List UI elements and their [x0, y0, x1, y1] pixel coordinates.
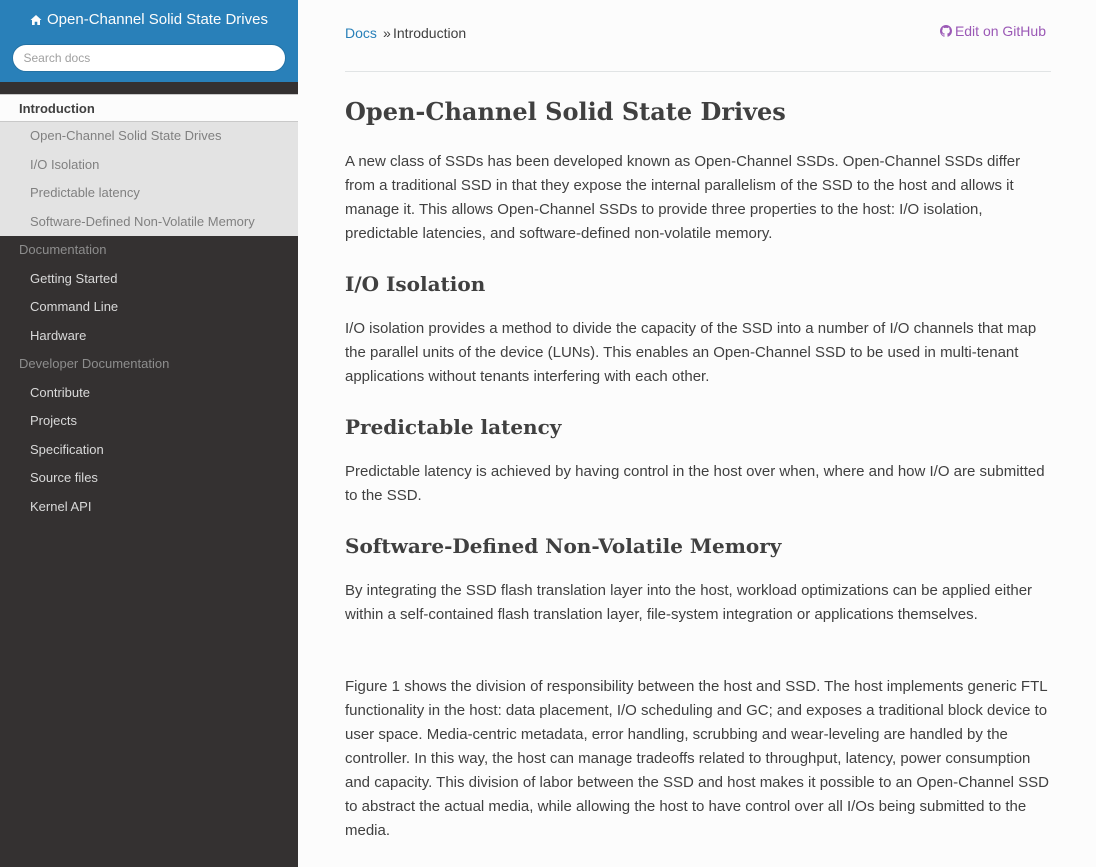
nav-subitem-io-isolation[interactable]: I/O Isolation: [30, 156, 100, 172]
intro-paragraph: A new class of SSDs has been developed known as Open-Channel SSDs. Open-Channel SSDs differ from a traditional SSD in that they expose the internal parallelism of the SSD to the host and allows it manage it. This allows Open-Channel SSDs to provide three properties to the host: I/O isolation, predictable latencies, and software-defined non-volatile memory.: [345, 153, 1021, 242]
breadcrumb-docs-link[interactable]: Docs: [345, 25, 377, 41]
edit-on-github-label: Edit on GitHub: [954, 23, 1046, 39]
nav-subitem-open-channel[interactable]: Open-Channel Solid State Drives: [30, 128, 222, 143]
nav-item-source-files[interactable]: Source files: [30, 470, 98, 485]
nav-item-kernel-api[interactable]: Kernel API: [30, 498, 92, 514]
nav-caption-documentation: Documentation: [19, 242, 107, 257]
main-content: [345, 0, 1051, 839]
nav-item-contribute[interactable]: Contribute: [30, 384, 90, 400]
nav-item-hardware[interactable]: Hardware: [30, 327, 87, 343]
section-paragraph-software-defined-2: Figure 1 shows the division of responsibility between the host and SSD. The host implements generic FTL functionality in the host: data placement, I/O scheduling and GC; and exposes a traditional block device to user space. Media-centric metadata, error handling, scrubbing and wear-leveling are handled by the controller. In this way, the host can manage tradeoffs related to throughput, latency, power consumption and capacity. This division of labor between the SSD and host makes it possible to an Open-Channel SSD to abstract the actual media, while allowing the host to have control over all I/Os being submitted to the media.: [345, 678, 1050, 839]
section-heading-software-defined: Software-Defined Non-Volatile Memory: [345, 534, 782, 558]
project-home-link[interactable]: [30, 11, 268, 29]
search-form: [11, 44, 286, 72]
nav-item-command-line[interactable]: Command Line: [30, 299, 119, 314]
home-icon: [30, 14, 42, 26]
github-icon: [940, 25, 952, 37]
section-paragraph-software-defined-1: By integrating the SSD flash translation layer into the host, workload optimizations can be applied either within a self-contained flash translation layer, file-system integration or applications themselves.: [345, 582, 1033, 623]
breadcrumb-current: Introduction: [393, 25, 467, 41]
project-title: Open-Channel Solid State Drives: [47, 11, 268, 28]
nav-subitem-predictable-latency[interactable]: Predictable latency: [30, 185, 140, 200]
nav-item-getting-started[interactable]: Getting Started: [30, 270, 118, 286]
section-heading-io-isolation: I/O Isolation: [345, 272, 486, 296]
page-title: Open-Channel Solid State Drives: [345, 97, 786, 126]
nav-item-projects[interactable]: Projects: [30, 413, 77, 428]
edit-on-github-link[interactable]: [940, 23, 1046, 39]
section-paragraph-io-isolation: I/O isolation provides a method to divide the capacity of the SSD into a number of I/O channels that map the parallel units of the device (LUNs). This enables an Open-Channel SSD to be used in multi-tenant applications without tenants interfering with each other.: [345, 320, 1037, 385]
nav-caption-developer-documentation: Developer Documentation: [19, 356, 170, 371]
sidebar: [0, 0, 298, 867]
section-heading-predictable-latency: Predictable latency: [345, 415, 562, 439]
search-input[interactable]: [12, 44, 286, 72]
breadcrumb-separator: »: [383, 25, 391, 41]
breadcrumb: [345, 0, 1051, 72]
sidebar-divider: [0, 82, 298, 94]
sidebar-header: [0, 0, 298, 82]
section-paragraph-predictable-latency: Predictable latency is achieved by having control in the host over when, where and how I/O are submitted to the SSD.: [345, 463, 1045, 504]
nav-item-introduction[interactable]: Introduction: [0, 94, 298, 122]
nav-subitem-software-defined[interactable]: Software-Defined Non-Volatile Memory: [30, 213, 255, 229]
nav-sublist: [0, 122, 298, 236]
nav-item-specification[interactable]: Specification: [30, 441, 104, 457]
